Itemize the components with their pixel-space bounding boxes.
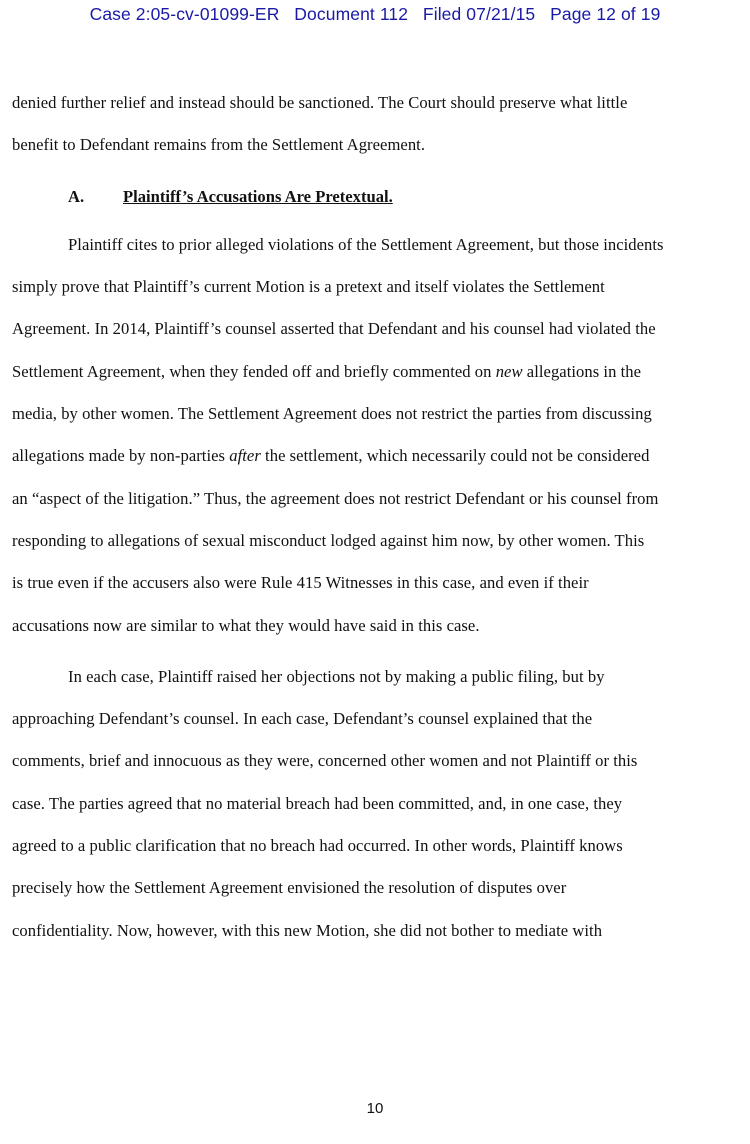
body-line: accusations now are similar to what they would have said in this case.	[12, 616, 480, 635]
body-line	[12, 362, 641, 382]
text-run: the settlement, which necessarily could not be considered	[260, 446, 650, 465]
body-line: Plaintiff cites to prior alleged violations of the Settlement Agreement, but those incidents	[68, 235, 664, 254]
body-line: Agreement. In 2014, Plaintiff’s counsel asserted that Defendant and his counsel had violated the	[12, 319, 656, 338]
ecf-header-stamp: Case 2:05-cv-01099-ER Document 112 Filed 07/21/15 Page 12 of 19	[89, 4, 661, 24]
body-line: denied further relief and instead should be sanctioned. The Court should preserve what little	[12, 93, 628, 112]
text-run: allegations in the	[522, 362, 642, 381]
text-run: allegations made by non-parties	[12, 446, 230, 465]
body-line: an “aspect of the litigation.” Thus, the agreement does not restrict Defendant or his counsel from	[12, 489, 659, 508]
body-line: agreed to a public clarification that no breach had occurred. In other words, Plaintiff knows	[12, 836, 623, 855]
body-line: comments, brief and innocuous as they were, concerned other women and not Plaintiff or this	[12, 751, 638, 770]
body-line: is true even if the accusers also were Rule 415 Witnesses in this case, and even if their	[12, 573, 589, 592]
body-line: case. The parties agreed that no material breach had been committed, and, in one case, they	[12, 794, 623, 813]
body-line: simply prove that Plaintiff’s current Motion is a pretext and itself violates the Settlement	[12, 277, 605, 296]
body-line: confidentiality. Now, however, with this new Motion, she did not bother to mediate with	[12, 921, 603, 940]
text-run: Settlement Agreement, when they fended off and briefly commented on	[12, 362, 496, 381]
body-line: benefit to Defendant remains from the Settlement Agreement.	[12, 135, 426, 154]
section-letter: A.	[68, 187, 85, 206]
body-line: approaching Defendant’s counsel. In each case, Defendant’s counsel explained that the	[12, 709, 593, 728]
body-line: responding to allegations of sexual misconduct lodged against him now, by other women. This	[12, 531, 645, 550]
body-line: In each case, Plaintiff raised her objections not by making a public filing, but by	[68, 667, 605, 686]
italic-text: after	[229, 446, 261, 465]
body-line	[12, 446, 649, 466]
body-line: precisely how the Settlement Agreement envisioned the resolution of disputes over	[12, 878, 567, 897]
page-number: 10	[366, 1100, 384, 1117]
section-heading: Plaintiff’s Accusations Are Pretextual.	[123, 187, 393, 206]
italic-text: new	[495, 362, 523, 381]
body-line: media, by other women. The Settlement Agreement does not restrict the parties from discussing	[12, 404, 652, 423]
